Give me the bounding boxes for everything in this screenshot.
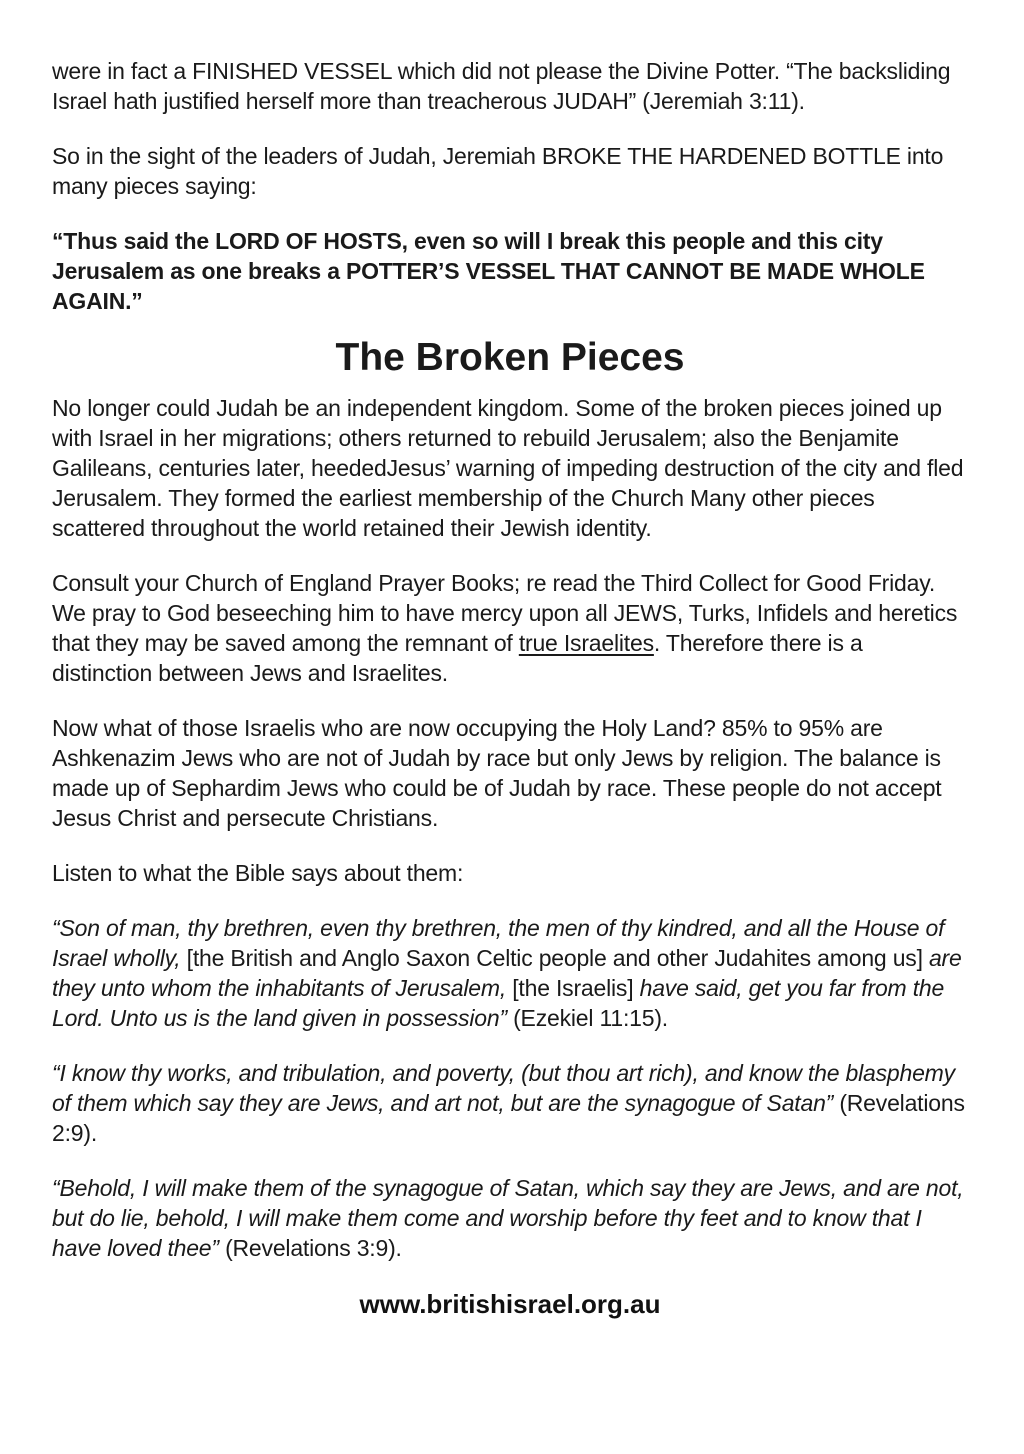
text-segment: true Israelites [518,630,654,656]
text-segment: have said, get you far from the Lord. Unto us is the land given in possession” [52,975,945,1031]
text-segment: (Ezekiel 11:15). [506,1005,668,1031]
footer-website-url: www.britishisrael.org.au [359,1289,661,1319]
text-segment: “Thus said the LORD OF HOSTS, even so will I break this people and this city Jerusalem as one breaks a POTTER’S VESSEL THAT CANNOT BE MADE WHOLE AGAIN.” [52,228,925,314]
text-segment: were in fact a FINISHED VESSEL which did not please the Divine Potter. “The backsliding Israel hath justified herself more than treacherous JUDAH” (Jeremiah 3:11). [52,58,951,114]
paragraph-broke-bottle [52,141,968,201]
quote-revelations-3-9 [52,1173,968,1263]
text-segment: “Behold, I will make them of the synagogue of Satan, which say they are Jews, and are not, but do lie, behold, I will make them come and worship before thy feet and to know that I have loved thee” [52,1175,964,1261]
document-content [52,56,968,1263]
text-segment: . Therefore there is a distinction between Jews and Israelites. [52,630,863,686]
paragraph-listen [52,858,968,888]
text-segment: The Broken Pieces [335,336,685,379]
text-segment: (Revelations 2:9). [52,1090,965,1146]
quote-ezekiel-11-15 [52,913,968,1033]
quote-lord-of-hosts [52,226,968,316]
paragraph-israelis-today [52,713,968,833]
text-segment: No longer could Judah be an independent kingdom. Some of the broken pieces joined up with Israel in her migrations; others returned to rebuild Jerusalem; also the Benjamite Galileans, centuries later, heededJesus’ warning of impeding destruction of the city and fled Jerusalem. They formed the earliest membership of the Church Many other pieces scattered throughout the world retained their Jewish identity. [52,395,964,541]
heading-the-broken-pieces [52,335,968,381]
text-segment: (Revelations 3:9). [218,1235,402,1261]
text-segment: Consult your Church of England Prayer Books; re read the Third Collect for Good Friday. We pray to God beseeching him to have mercy upon all JEWS, Turks, Infidels and heretics that they may be saved among the remnant of [52,570,958,656]
text-segment: “I know thy works, and tribulation, and poverty, (but thou art rich), and know the blasphemy of them which say they are Jews, and art not, but are the synagogue of Satan” [52,1060,955,1116]
paragraph-prayer-books [52,568,968,688]
text-segment: [the Israelis] [506,975,640,1001]
paragraph-finished-vessel [52,56,968,116]
text-segment: “Son of man, thy brethren, even thy brethren, the men of thy kindred, and all the House of Israel wholly, [52,915,945,971]
text-segment: are they unto whom the inhabitants of Jerusalem, [52,945,962,1001]
text-segment: So in the sight of the leaders of Judah, Jeremiah BROKE THE HARDENED BOTTLE into many pieces saying: [52,143,944,199]
text-segment: Now what of those Israelis who are now occupying the Holy Land? 85% to 95% are Ashkenazim Jews who are not of Judah by race but only Jews by religion. The balance is made up of Sephardim Jews who could be of Judah by race. These people do not accept Jesus Christ and persecute Christians. [52,715,942,831]
paragraph-no-longer [52,393,968,543]
text-segment: [the British and Anglo Saxon Celtic people and other Judahites among us] [180,945,929,971]
quote-revelations-2-9 [52,1058,968,1148]
text-segment: Listen to what the Bible says about them: [52,860,464,886]
